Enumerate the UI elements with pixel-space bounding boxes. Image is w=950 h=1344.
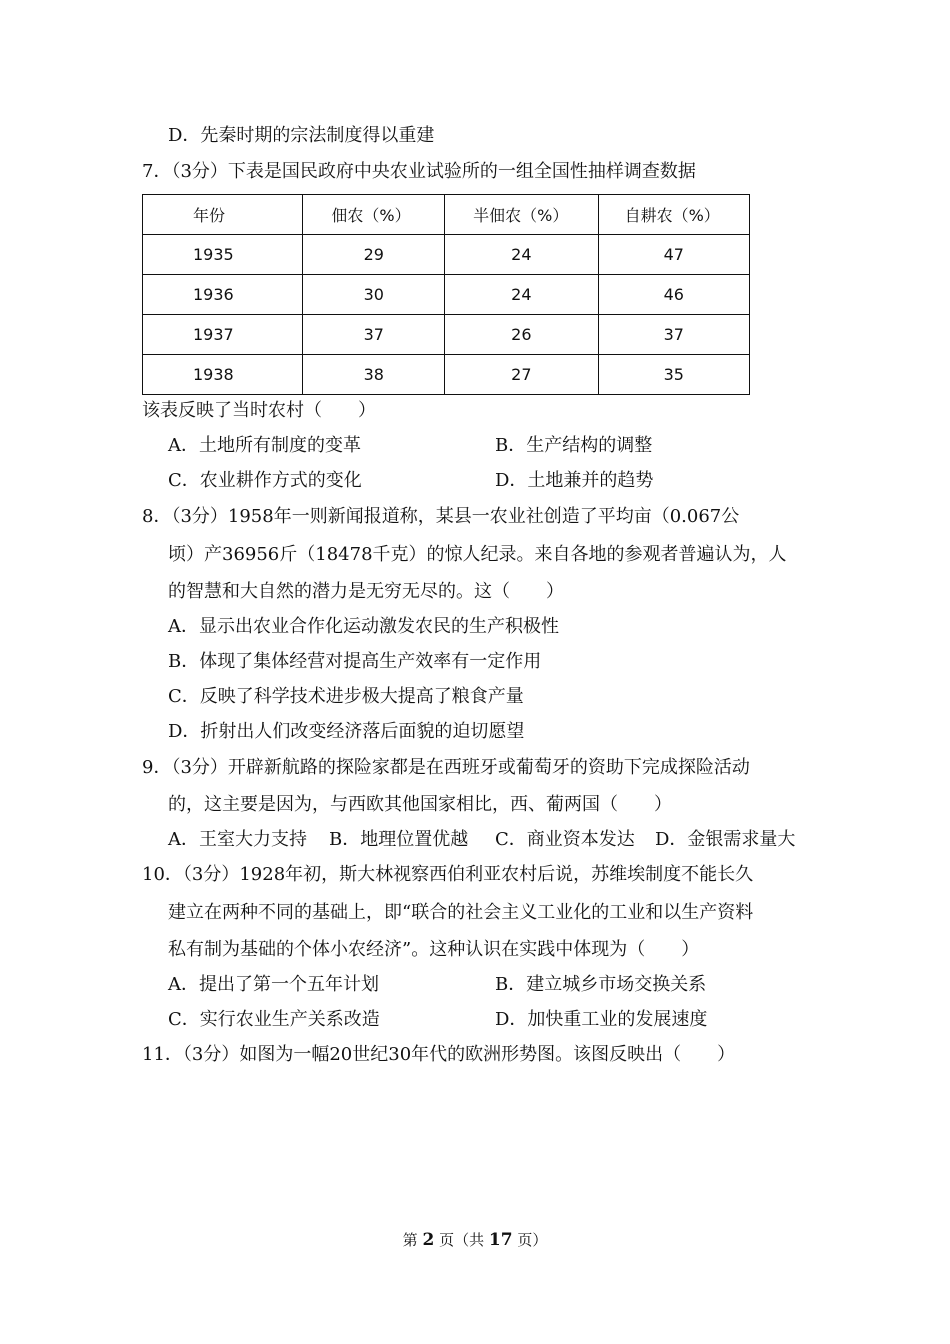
table-header-row (143, 195, 750, 235)
survey-table (142, 194, 750, 395)
table-cell: 1935 (143, 235, 303, 275)
table-header-cell: 佃农（%） (303, 195, 445, 235)
footer-suffix: 页） (517, 1231, 548, 1249)
page-footer (0, 1229, 950, 1250)
page-number: 2 (422, 1230, 435, 1250)
q9-option-a: A．王室大力支持 (168, 829, 307, 850)
q8-option-b: B．体现了集体经营对提高生产效率有一定作用 (168, 651, 542, 672)
table-cell: 46 (598, 275, 749, 315)
q8-line2: 顷）产36956斤（18478千克）的惊人纪录。来自各地的参观者普遍认为，人 (168, 544, 787, 565)
table-cell: 35 (598, 355, 749, 395)
q8-line1: 8．（3分）1958年一则新闻报道称，某县一农业社创造了平均亩（0.067公 (142, 506, 740, 527)
q9-option-c: C．商业资本发达 (495, 829, 635, 850)
table-cell: 30 (303, 275, 445, 315)
footer-prefix: 第 (402, 1231, 418, 1249)
q9-option-d: D．金银需求量大 (655, 829, 796, 850)
table-row (143, 355, 750, 395)
q10-option-a: A．提出了第一个五年计划 (168, 974, 379, 995)
table-cell: 38 (303, 355, 445, 395)
q7-stem: 7．（3分）下表是国民政府中央农业试验所的一组全国性抽样调查数据 (142, 161, 696, 182)
q10-option-c: C．实行农业生产关系改造 (168, 1009, 380, 1030)
table-cell: 1936 (143, 275, 303, 315)
q8-option-c: C．反映了科学技术进步极大提高了粮食产量 (168, 686, 524, 707)
table-row (143, 235, 750, 275)
q9-line1: 9．（3分）开辟新航路的探险家都是在西班牙或葡萄牙的资助下完成探险活动 (142, 757, 750, 778)
table-cell: 37 (598, 315, 749, 355)
footer-middle: 页（共 (439, 1231, 485, 1249)
table-row (143, 275, 750, 315)
q7-question: 该表反映了当时农村（ ） (142, 400, 376, 421)
q10-option-b: B．建立城乡市场交换关系 (495, 974, 707, 995)
q7-option-a: A．土地所有制度的变革 (168, 435, 361, 456)
table-cell: 29 (303, 235, 445, 275)
table-row (143, 315, 750, 355)
table-cell: 1938 (143, 355, 303, 395)
table-cell: 1937 (143, 315, 303, 355)
q10-line3: 私有制为基础的个体小农经济”。这种认识在实践中体现为（ ） (168, 939, 700, 960)
table-header-cell: 半佃农（%） (445, 195, 598, 235)
q10-line2: 建立在两种不同的基础上，即“联合的社会主义工业化的工业和以生产资料 (168, 902, 754, 923)
q10-line1: 10．（3分）1928年初，斯大林视察西伯利亚农村后说，苏维埃制度不能长久 (142, 864, 754, 885)
q9-line2: 的，这主要是因为，与西欧其他国家相比，西、葡两国（ ） (168, 794, 672, 815)
q9-option-b: B．地理位置优越 (329, 829, 469, 850)
table-cell: 27 (445, 355, 598, 395)
table-cell: 24 (445, 235, 598, 275)
q7-option-d: D．土地兼并的趋势 (495, 470, 654, 491)
q8-option-a: A．显示出农业合作化运动激发农民的生产积极性 (168, 616, 559, 637)
table-header-cell: 自耕农（%） (598, 195, 749, 235)
page-total: 17 (488, 1230, 513, 1250)
table-cell: 37 (303, 315, 445, 355)
q11-stem: 11．（3分）如图为一幅20世纪30年代的欧洲形势图。该图反映出（ ） (142, 1044, 736, 1065)
table-cell: 26 (445, 315, 598, 355)
q6-option-d: D．先秦时期的宗法制度得以重建 (168, 125, 435, 146)
q7-option-b: B．生产结构的调整 (495, 435, 653, 456)
q7-option-c: C．农业耕作方式的变化 (168, 470, 362, 491)
table-header-cell: 年份 (143, 195, 303, 235)
table-cell: 47 (598, 235, 749, 275)
q10-option-d: D．加快重工业的发展速度 (495, 1009, 708, 1030)
table-cell: 24 (445, 275, 598, 315)
q8-option-d: D．折射出人们改变经济落后面貌的迫切愿望 (168, 721, 525, 742)
q8-line3: 的智慧和大自然的潜力是无穷无尽的。这（ ） (168, 581, 564, 602)
